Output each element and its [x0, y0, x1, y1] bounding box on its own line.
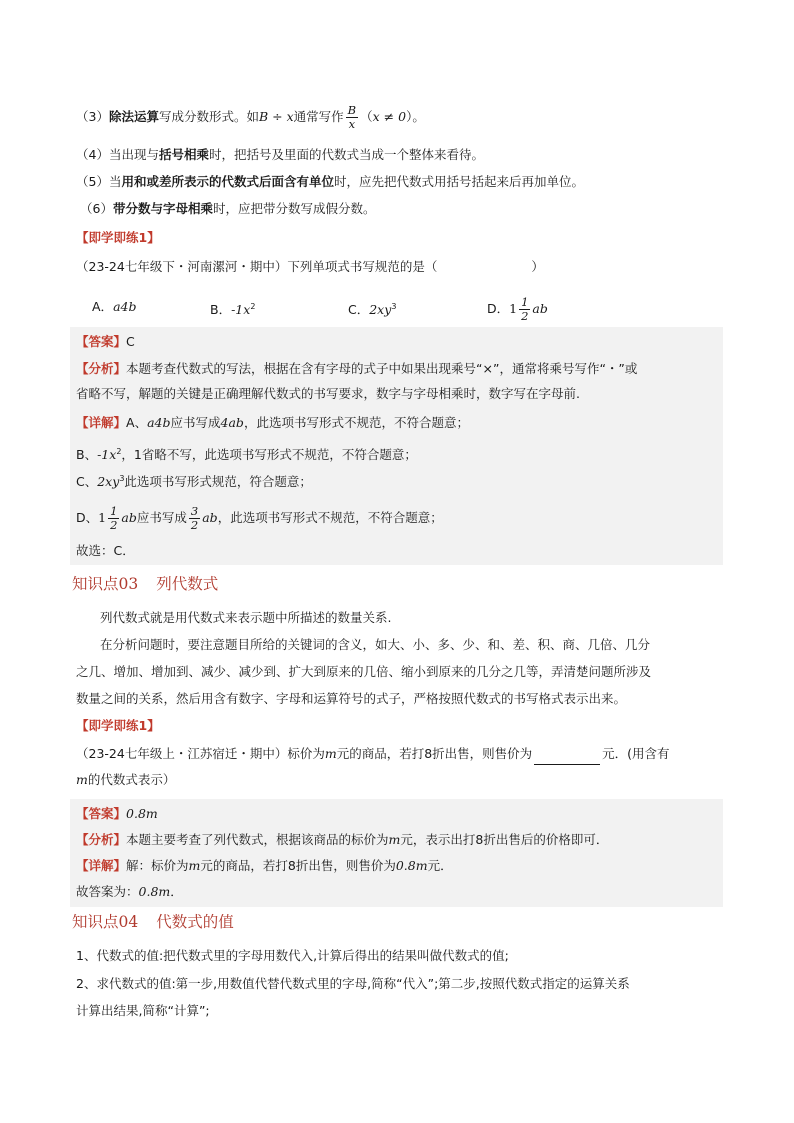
- practice-question-2-line-1: （23-24七年级上・江苏宿迁・期中）标价为m元的商品，若打8折出售，则售价为 元．(用含有: [76, 743, 722, 765]
- detail-a: 【详解】A、a4b应书写成4ab，此选项书写形式不规范，不符合题意；: [76, 415, 469, 430]
- detail-c: C、$2xy^3$此选项书写形式规范，符合题意；: [76, 474, 312, 490]
- final-answer-1: 故选：C．: [76, 543, 135, 558]
- detail-b: B、$-1x^2$，1省略不写，此选项书写形式不规范，不符合题意；: [76, 447, 417, 463]
- section-title-kp04: 知识点04 代数式的值: [72, 913, 234, 931]
- kp03-paragraph-2-line-2: 之几、增加、增加到、减少、减少到、扩大到原来的几倍、缩小到原来的几分之几等，弄清楚问题所涉及: [76, 664, 652, 679]
- option-b: B．$-1x^2$: [210, 302, 256, 318]
- kp04-item-2-line-2: 计算出结果,简称“计算”;: [76, 1003, 210, 1018]
- analysis-line-2: 省略不写，解题的关键是正确理解代数式的书写要求，数字与字母相乘时，数字写在字母前.: [76, 386, 580, 401]
- detail-line-2: 【详解】解：标价为m元的商品，若打8折出售，则售价为0.8m元．: [76, 858, 453, 873]
- kp04-item-2-line-1: 2、求代数式的值:第一步,用数值代替代数式里的字母,简称“代入”;第二步,按照代数式指定的运算关系: [76, 976, 630, 991]
- practice-heading: 【即学即练1】: [76, 230, 160, 245]
- analysis-line-2-1: 【分析】本题主要考查了列代数式，根据该商品的标价为m元，表示出打8折出售后的价格即可．: [76, 832, 609, 847]
- section-title-kp03: 知识点03 列代数式: [72, 575, 219, 593]
- final-answer-2: 故答案为：0.8m．: [76, 884, 183, 899]
- answer-blank: [534, 750, 600, 765]
- rule-5: （5）当用和或差所表示的代数式后面含有单位时，应先把代数式用括号括起来后再加单位。: [76, 174, 584, 189]
- analysis-line-1: 【分析】本题考查代数式的写法，根据在含有字母的式子中如果出现乘号“×”，通常将乘号写作“・”或: [76, 361, 638, 376]
- option-d: D．1 $\frac{1}{2}$ ab: [487, 295, 548, 323]
- practice-heading-2: 【即学即练1】: [76, 718, 160, 733]
- option-a: A．a4b: [92, 299, 137, 314]
- option-c: C．$2xy^3$: [348, 302, 397, 318]
- kp03-paragraph-1: 列代数式就是用代数式来表示题中所描述的数量关系.: [100, 610, 392, 625]
- rule-4: （4）当出现与括号相乘时，把括号及里面的代数式当成一个整体来看待。: [76, 147, 484, 162]
- fraction-b-over-x: $\frac{B}{x}$: [347, 103, 357, 131]
- practice-question-2-line-2: m的代数式表示）: [76, 772, 176, 787]
- kp03-paragraph-2-line-3: 数量之间的关系，然后用含有数字、字母和运算符号的式子，严格按照代数式的书写格式表示出来。: [76, 691, 627, 706]
- rule-3: （3）除法运算写成分数形式。如B ÷ x通常写作 $\frac{B}{x}$ （x ≠ 0）。: [76, 103, 425, 131]
- answer-line-2: 【答案】0.8m: [76, 806, 158, 821]
- kp04-item-1: 1、代数式的值:把代数式里的字母用数代入,计算后得出的结果叫做代数式的值;: [76, 948, 509, 963]
- detail-d: D、1 $\frac{1}{2}$ ab应书写成 $\frac{3}{2}$ ab，此选项书写形式不规范，不符合题意；: [76, 504, 443, 532]
- rule-6: （6）带分数与字母相乘时，应把带分数写成假分数。: [80, 201, 376, 216]
- kp03-paragraph-2-line-1: 在分析问题时，要注意题目所给的关键词的含义，如大、小、多、少、和、差、积、商、几倍、几分: [100, 637, 651, 652]
- answer-line: 【答案】C: [76, 334, 135, 349]
- practice-question: （23-24七年级下・河南漯河・期中）下列单项式书写规范的是（ ）: [76, 259, 544, 274]
